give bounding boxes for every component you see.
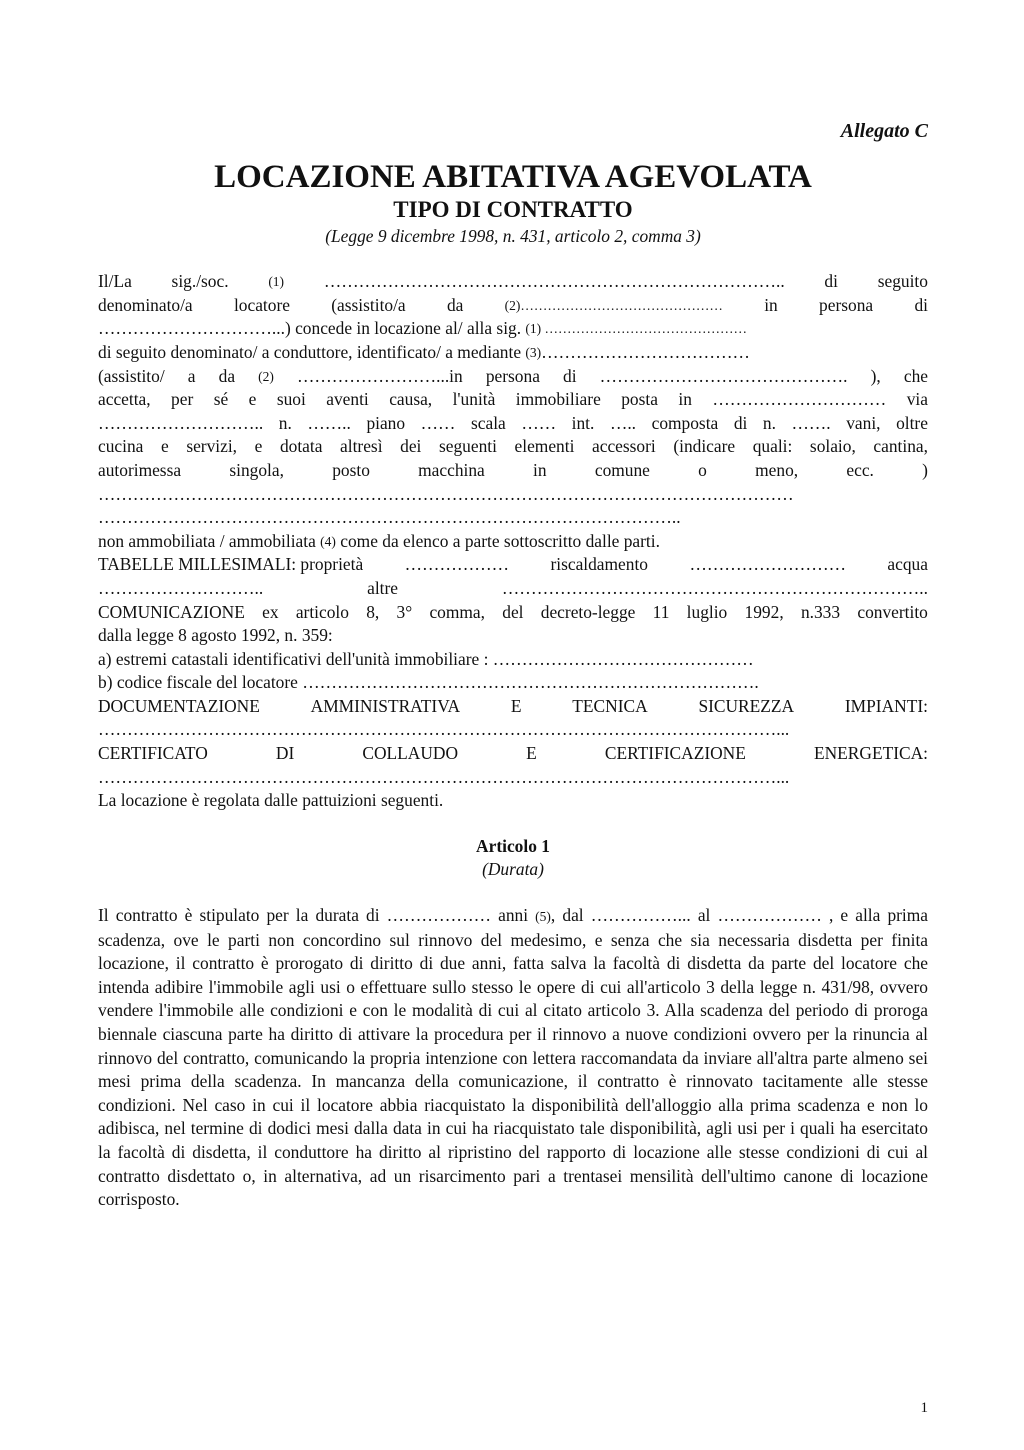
form-word: scala bbox=[470, 412, 506, 433]
form-word: cucina bbox=[98, 436, 144, 457]
form-text: b) codice fiscale del locatore ……………………………………………………………………. bbox=[98, 672, 759, 693]
contract-form bbox=[98, 270, 928, 813]
form-word: ENERGETICA: bbox=[813, 743, 928, 764]
form-word: via bbox=[906, 389, 928, 410]
form-line bbox=[98, 506, 928, 530]
form-word: ……………………………………………………………….. bbox=[501, 577, 928, 598]
form-word: n. bbox=[762, 412, 776, 433]
form-word: AMMINISTRATIVA bbox=[310, 695, 461, 716]
form-word: e bbox=[254, 436, 263, 457]
form-word: 1992, bbox=[744, 601, 784, 622]
form-word: luglio bbox=[686, 601, 728, 622]
form-word: ……………………...in bbox=[297, 365, 463, 386]
form-word: E bbox=[510, 695, 522, 716]
form-note: (3) bbox=[525, 344, 542, 360]
form-word: int. bbox=[571, 412, 595, 433]
form-note: (4) bbox=[320, 533, 336, 549]
form-word: ……………………….. bbox=[98, 577, 264, 598]
article-note: (5) bbox=[535, 909, 551, 925]
form-word: per bbox=[171, 389, 194, 410]
form-word: …… bbox=[420, 412, 456, 433]
form-word: persona bbox=[485, 365, 540, 386]
form-word: sé bbox=[213, 389, 229, 410]
form-word: TABELLE MILLESIMALI: proprietà bbox=[98, 554, 364, 575]
form-text: La locazione è regolata dalle pattuizioni seguenti. bbox=[98, 790, 444, 811]
form-line bbox=[98, 718, 928, 742]
form-note: (1) ……………………………………… bbox=[525, 321, 748, 337]
form-word: in bbox=[764, 294, 778, 315]
form-word: Il/La bbox=[98, 271, 132, 292]
form-text: ………………………………………………………………………………………………………... bbox=[98, 766, 790, 787]
form-word: 8, bbox=[366, 601, 380, 622]
form-word: oltre bbox=[896, 412, 928, 433]
form-line bbox=[98, 435, 928, 459]
form-word: vani, bbox=[846, 412, 881, 433]
form-word: del bbox=[502, 601, 524, 622]
law-reference: (Legge 9 dicembre 1998, n. 431, articolo 2, comma 3) bbox=[325, 225, 701, 246]
form-word: da bbox=[218, 365, 236, 386]
form-line bbox=[98, 671, 928, 695]
article-text: Il contratto è stipulato per la durata di ……………… anni bbox=[98, 905, 536, 926]
form-word: DI bbox=[275, 743, 295, 764]
form-word: (2) bbox=[258, 368, 274, 384]
form-word: locatore bbox=[233, 294, 290, 315]
form-word: decreto-legge bbox=[540, 601, 636, 622]
form-word: composta bbox=[651, 412, 719, 433]
form-word: che bbox=[903, 365, 928, 386]
article-body bbox=[98, 904, 928, 1212]
page-number: 1 bbox=[920, 1400, 928, 1416]
form-word: TECNICA bbox=[572, 695, 648, 716]
form-word: acqua bbox=[887, 554, 928, 575]
form-word: altre bbox=[367, 577, 399, 598]
form-word: seguenti bbox=[438, 436, 497, 457]
form-word: ……………………… bbox=[689, 554, 846, 575]
form-word: articolo bbox=[295, 601, 349, 622]
form-word: (assistito/a bbox=[331, 294, 406, 315]
form-word: 11 bbox=[652, 601, 670, 622]
form-word: piano bbox=[366, 412, 406, 433]
allegato-label: Allegato C bbox=[840, 120, 928, 142]
form-word: 3° bbox=[396, 601, 413, 622]
form-word: E bbox=[526, 743, 537, 764]
form-word: ……. bbox=[791, 412, 831, 433]
form-line bbox=[98, 577, 928, 601]
form-word: ecc. bbox=[846, 459, 874, 480]
form-word: riscaldamento bbox=[550, 554, 648, 575]
form-text: ………………………………………………………………………………………………………... bbox=[98, 719, 790, 740]
form-word: DOCUMENTAZIONE bbox=[98, 695, 260, 716]
form-line bbox=[98, 766, 928, 790]
form-word: seguito bbox=[877, 271, 928, 292]
form-line bbox=[98, 695, 928, 719]
form-text: …………………………...) concede in locazione al/ alla sig. bbox=[98, 318, 526, 339]
form-word: (indicare bbox=[673, 436, 736, 457]
form-word: singola, bbox=[229, 459, 284, 480]
form-word: a bbox=[187, 365, 196, 386]
form-word: autorimessa bbox=[98, 459, 182, 480]
form-word: CERTIFICAZIONE bbox=[604, 743, 746, 764]
form-word: ), bbox=[870, 365, 881, 386]
form-word: dei bbox=[400, 436, 422, 457]
form-word: da bbox=[446, 294, 464, 315]
form-word: posto bbox=[332, 459, 370, 480]
form-word: dotata bbox=[279, 436, 323, 457]
form-word: comma, bbox=[429, 601, 485, 622]
form-word: ……………………….. bbox=[98, 412, 264, 433]
form-word: persona bbox=[819, 294, 874, 315]
form-word: …….. bbox=[307, 412, 351, 433]
form-word: l'unità bbox=[452, 389, 496, 410]
form-word: altresì bbox=[340, 436, 383, 457]
form-word: convertito bbox=[857, 601, 928, 622]
article-text: , dal ……………... al ……………… , e alla prima scadenza, ove le parti non concordino sul rinnovo del medesimo, e senza che sia necessaria disdetta per finita locazione, il contratto è prorogato di diritto di due anni, fatta salva la facoltà di disdetta da parte del locatore che intenda adibire l'immobile agli usi o effettuare sullo stesso le opere di cui all'articolo 3 della legge n. 431/98, ovvero vendere l'immobile alle condizioni e con le modalità di cui al citato articolo 3. Alla scadenza del periodo di proroga biennale ciascuna parte ha diritto di attivare la procedura per il rinnovo a nuove condizioni ovvero per la rinuncia al rinnovo del contratto, comunicando la propria intenzione con lettera raccomandata da inviare all'altra parte almeno sei mesi prima della scadenza. In mancanza della comunicazione, il contratto è rinnovato tacitamente alle stesse condizioni. Nel caso in cui il locatore abbia riacquistato la disponibilità dell'alloggio alla prima scadenza e non lo adibisca, nel termine di dodici mesi dalla data in cui ha riacquistato tale disponibilità, agli usi per i quali ha esercitato la facoltà di disdetta, il conduttore ha diritto al ripristino del rapporto di locazione alle stesse condizioni di cui al contratto disdettato o, in alternativa, ad un risarcimento pari a trentasei mensilità dell'ultimo canone di locazione corrisposto. bbox=[98, 905, 929, 1210]
form-word: immobiliare bbox=[515, 389, 601, 410]
form-word: comune bbox=[594, 459, 650, 480]
form-line bbox=[98, 459, 928, 483]
form-word: n. bbox=[278, 412, 292, 433]
article-subheading: (Durata) bbox=[482, 859, 544, 880]
form-word: o bbox=[698, 459, 707, 480]
form-word: e bbox=[248, 389, 257, 410]
form-word: posta bbox=[621, 389, 658, 410]
form-text: non ammobiliata / ammobiliata bbox=[98, 530, 321, 551]
form-word: elementi bbox=[514, 436, 575, 457]
form-word: e bbox=[160, 436, 169, 457]
form-line bbox=[98, 270, 928, 294]
form-word: di bbox=[824, 271, 838, 292]
form-line bbox=[98, 412, 928, 436]
form-line bbox=[98, 365, 928, 389]
form-line bbox=[98, 624, 928, 648]
form-word: ……………………………………. bbox=[599, 365, 848, 386]
form-word: CERTIFICATO bbox=[98, 743, 208, 764]
form-line bbox=[98, 553, 928, 577]
form-word: IMPIANTI: bbox=[844, 695, 928, 716]
form-text: ……………………………………………………………………………………….. bbox=[98, 507, 681, 528]
form-word: di bbox=[563, 365, 577, 386]
form-word: in bbox=[533, 459, 547, 480]
form-word: …………………………………………………………………….. bbox=[323, 271, 785, 292]
form-word: suoi bbox=[276, 389, 306, 410]
form-word: (2)……………………………………… bbox=[504, 297, 723, 313]
form-text: come da elenco a parte sottoscritto dalle parti. bbox=[335, 530, 660, 551]
form-word: SICUREZZA bbox=[698, 695, 795, 716]
form-text: a) estremi catastali identificativi dell'unità immobiliare : ……………………………………… bbox=[98, 648, 754, 669]
form-word: in bbox=[678, 389, 692, 410]
form-word: n.333 bbox=[800, 601, 841, 622]
form-word: …… bbox=[521, 412, 557, 433]
form-word: ………………………… bbox=[712, 389, 887, 410]
form-word: cantina, bbox=[873, 436, 928, 457]
form-word: accessori bbox=[592, 436, 656, 457]
form-word: ……………… bbox=[404, 554, 509, 575]
form-text: di seguito denominato/ a conduttore, identificato/ a mediante bbox=[98, 341, 526, 362]
form-word: quali: bbox=[752, 436, 793, 457]
form-word: meno, bbox=[755, 459, 799, 480]
form-text: dalla legge 8 agosto 1992, n. 359: bbox=[98, 625, 333, 646]
form-word: aventi bbox=[326, 389, 369, 410]
form-line bbox=[98, 789, 928, 813]
form-word: di bbox=[914, 294, 928, 315]
form-word: (1) bbox=[268, 274, 285, 290]
document-title: LOCAZIONE ABITATIVA AGEVOLATA bbox=[214, 158, 812, 195]
form-line bbox=[98, 648, 928, 672]
form-line bbox=[98, 388, 928, 412]
form-line bbox=[98, 530, 928, 554]
article-heading: Articolo 1 bbox=[476, 835, 550, 856]
form-line bbox=[98, 483, 928, 507]
form-text: ……………………………… bbox=[541, 341, 750, 362]
form-word: solaio, bbox=[809, 436, 856, 457]
form-word: ….. bbox=[609, 412, 637, 433]
form-word: ex bbox=[262, 601, 279, 622]
form-line bbox=[98, 341, 928, 365]
form-line bbox=[98, 601, 928, 625]
form-word: sig./soc. bbox=[171, 271, 229, 292]
form-word: servizi, bbox=[186, 436, 238, 457]
form-word: (assistito/ bbox=[98, 365, 165, 386]
form-word: COMUNICAZIONE bbox=[98, 601, 245, 622]
form-line bbox=[98, 742, 928, 766]
form-word: di bbox=[733, 412, 748, 433]
document-subtitle: TIPO DI CONTRATTO bbox=[393, 196, 633, 222]
form-word: accetta, bbox=[98, 389, 151, 410]
form-text: ………………………………………………………………………………………………………… bbox=[98, 483, 794, 504]
form-line bbox=[98, 294, 928, 318]
form-word: causa, bbox=[389, 389, 433, 410]
form-word: denominato/a bbox=[98, 294, 193, 315]
form-line bbox=[98, 317, 928, 341]
form-word: macchina bbox=[418, 459, 485, 480]
form-word: COLLAUDO bbox=[362, 743, 459, 764]
form-word: ) bbox=[922, 459, 928, 480]
document-page bbox=[98, 120, 928, 1212]
